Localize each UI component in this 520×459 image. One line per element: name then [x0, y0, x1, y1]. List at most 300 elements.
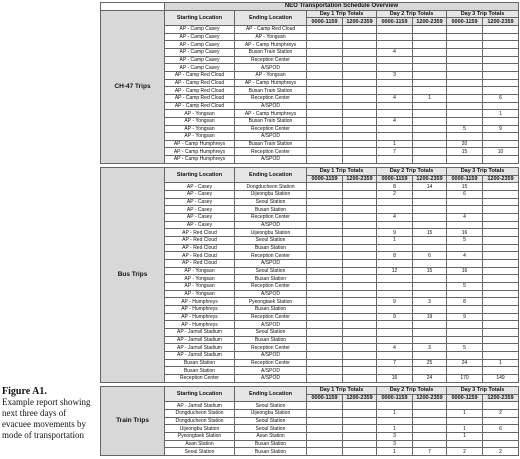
- trip-count-cell: [307, 440, 343, 448]
- trip-count-cell: [343, 148, 377, 156]
- ending-location-cell: A/SPOD: [235, 221, 307, 229]
- starting-location-cell: Uijeongbu Station: [165, 425, 235, 433]
- starting-location-cell: AP - Humphreys: [165, 305, 235, 313]
- trip-count-cell: [483, 41, 519, 49]
- trip-count-cell: [447, 117, 483, 125]
- ending-location-cell: A/SPOD: [235, 290, 307, 298]
- ending-location-cell: Uijeongbu Station: [235, 191, 307, 199]
- starting-location-cell: Busan Station: [165, 367, 235, 375]
- starting-location-cell: AP - Yongsan: [165, 267, 235, 275]
- trip-count-cell: [307, 252, 343, 260]
- trip-count-cell: 4: [377, 214, 413, 222]
- trip-count-cell: [343, 41, 377, 49]
- trip-count-cell: [413, 41, 447, 49]
- ending-location-cell: Busan Train Station: [235, 140, 307, 148]
- ending-location-cell: Reception Center: [235, 125, 307, 133]
- ending-location-cell: Reception Center: [235, 56, 307, 64]
- day3-header: Day 3 Trip Totals: [447, 10, 519, 18]
- ending-location-cell: Busan Station: [235, 244, 307, 252]
- ending-location-cell: Reception Center: [235, 283, 307, 291]
- trip-count-cell: [413, 417, 447, 425]
- trip-count-cell: [307, 374, 343, 382]
- trip-count-cell: [447, 94, 483, 102]
- trip-count-cell: 20: [447, 140, 483, 148]
- trip-count-cell: [413, 148, 447, 156]
- trip-count-cell: [307, 275, 343, 283]
- trip-count-cell: [447, 156, 483, 164]
- time-pm-header: 1200-2359: [483, 394, 519, 402]
- trip-count-cell: [447, 221, 483, 229]
- trip-count-cell: [307, 359, 343, 367]
- trip-count-cell: [483, 133, 519, 141]
- ending-location-cell: Seoul Station: [235, 237, 307, 245]
- time-am-header: 0000-1159: [377, 394, 413, 402]
- starting-location-cell: AP - Yongsan: [165, 283, 235, 291]
- trip-count-cell: [307, 125, 343, 133]
- trip-count-cell: [413, 275, 447, 283]
- trip-count-cell: [413, 79, 447, 87]
- trip-count-cell: [413, 283, 447, 291]
- trip-count-cell: [307, 267, 343, 275]
- ending-location-cell: Seoul Station: [235, 417, 307, 425]
- ending-location-cell: Busan Train Station: [235, 87, 307, 95]
- trip-count-cell: [377, 102, 413, 110]
- trip-count-cell: 6: [483, 425, 519, 433]
- trip-count-cell: 15: [447, 148, 483, 156]
- trip-count-cell: [413, 87, 447, 95]
- trip-count-cell: [343, 432, 377, 440]
- trip-count-cell: [343, 79, 377, 87]
- trip-count-cell: [447, 206, 483, 214]
- trip-count-cell: [483, 260, 519, 268]
- trip-count-cell: [413, 402, 447, 410]
- trip-count-cell: [413, 440, 447, 448]
- table-title: NEO Transportation Schedule Overview: [165, 3, 519, 11]
- starting-location-cell: AP - Casey: [165, 198, 235, 206]
- schedule-table: [100, 2, 519, 456]
- trip-count-cell: 8: [447, 298, 483, 306]
- trip-count-cell: 7: [377, 359, 413, 367]
- trip-count-cell: [483, 402, 519, 410]
- trip-count-cell: [307, 133, 343, 141]
- starting-location-cell: AP - Camp Red Cloud: [165, 79, 235, 87]
- trip-count-cell: [483, 214, 519, 222]
- starting-location-cell: AP - Red Cloud: [165, 260, 235, 268]
- trip-count-cell: [483, 140, 519, 148]
- trip-count-cell: [307, 229, 343, 237]
- trip-count-cell: [377, 56, 413, 64]
- trip-count-cell: [343, 110, 377, 118]
- trip-count-cell: [483, 432, 519, 440]
- header-row: [101, 168, 519, 176]
- ending-location-cell: AP - Yongsan: [235, 33, 307, 41]
- trip-count-cell: [377, 110, 413, 118]
- starting-location-header: Starting Location: [165, 386, 235, 401]
- trip-count-cell: [447, 275, 483, 283]
- day2-header: Day 2 Trip Totals: [377, 386, 447, 394]
- time-am-header: 0000-1159: [307, 18, 343, 26]
- trip-count-cell: [413, 290, 447, 298]
- trip-count-cell: [343, 214, 377, 222]
- trip-count-cell: [413, 102, 447, 110]
- trip-count-cell: [307, 351, 343, 359]
- ending-location-cell: Busan Station: [235, 305, 307, 313]
- trip-count-cell: [413, 260, 447, 268]
- trip-count-cell: [343, 25, 377, 33]
- starting-location-cell: AP - Jamsil Stadium: [165, 336, 235, 344]
- trip-count-cell: [343, 313, 377, 321]
- trip-count-cell: [447, 290, 483, 298]
- trip-count-cell: 8: [377, 183, 413, 191]
- trip-count-cell: 9: [447, 313, 483, 321]
- starting-location-cell: AP - Camp Casey: [165, 64, 235, 72]
- trip-count-cell: 5: [447, 125, 483, 133]
- ending-location-cell: Seoul Station: [235, 198, 307, 206]
- starting-location-cell: Dongducheon Station: [165, 417, 235, 425]
- trip-count-cell: [307, 432, 343, 440]
- trip-count-cell: [413, 110, 447, 118]
- trip-count-cell: [343, 87, 377, 95]
- trip-count-cell: [447, 64, 483, 72]
- ending-location-cell: A/SPOD: [235, 102, 307, 110]
- trip-count-cell: [343, 409, 377, 417]
- trip-count-cell: [343, 102, 377, 110]
- trip-count-cell: [343, 56, 377, 64]
- starting-location-cell: AP - Camp Red Cloud: [165, 102, 235, 110]
- trip-count-cell: [483, 64, 519, 72]
- trip-count-cell: 3: [377, 440, 413, 448]
- trip-count-cell: [307, 290, 343, 298]
- trip-count-cell: 9: [377, 229, 413, 237]
- ending-location-cell: AP - Camp Red Cloud: [235, 25, 307, 33]
- ending-location-cell: Asan Station: [235, 432, 307, 440]
- trip-count-cell: 1: [377, 237, 413, 245]
- trip-count-cell: [447, 244, 483, 252]
- ending-location-cell: A/SPOD: [235, 156, 307, 164]
- time-pm-header: 1200-2359: [413, 18, 447, 26]
- trip-count-cell: [307, 87, 343, 95]
- trip-count-cell: 8: [377, 252, 413, 260]
- starting-location-cell: AP - Casey: [165, 183, 235, 191]
- trip-count-cell: [413, 33, 447, 41]
- trip-count-cell: [377, 260, 413, 268]
- trip-count-cell: [483, 48, 519, 56]
- time-pm-header: 1200-2359: [413, 394, 447, 402]
- starting-location-cell: AP - Camp Red Cloud: [165, 94, 235, 102]
- trip-count-cell: 170: [447, 374, 483, 382]
- trip-count-cell: [307, 41, 343, 49]
- trip-count-cell: [447, 71, 483, 79]
- trip-count-cell: [483, 71, 519, 79]
- ending-location-cell: Reception Center: [235, 252, 307, 260]
- trip-count-cell: [483, 351, 519, 359]
- trip-count-cell: [343, 237, 377, 245]
- trip-count-cell: [413, 56, 447, 64]
- trip-count-cell: [307, 328, 343, 336]
- trip-count-cell: [377, 79, 413, 87]
- trip-count-cell: [447, 133, 483, 141]
- ending-location-cell: Reception Center: [235, 359, 307, 367]
- trip-count-cell: 10: [483, 148, 519, 156]
- trip-count-cell: [343, 336, 377, 344]
- trip-count-cell: [307, 221, 343, 229]
- ending-location-cell: A/SPOD: [235, 64, 307, 72]
- mode-label: Bus Trips: [101, 168, 165, 382]
- trip-count-cell: [483, 283, 519, 291]
- starting-location-cell: AP - Humphreys: [165, 298, 235, 306]
- ending-location-cell: Seoul Station: [235, 328, 307, 336]
- trip-count-cell: [483, 56, 519, 64]
- corner-cell: [101, 3, 165, 11]
- trip-count-cell: [307, 313, 343, 321]
- ending-location-cell: A/SPOD: [235, 260, 307, 268]
- trip-count-cell: [343, 321, 377, 329]
- caption-text: Example report showing next three days of evacuee movements by mode of transportation: [2, 397, 91, 440]
- trip-count-cell: [343, 71, 377, 79]
- trip-count-cell: [413, 367, 447, 375]
- trip-count-cell: [447, 25, 483, 33]
- ending-location-cell: A/SPOD: [235, 374, 307, 382]
- trip-count-cell: [483, 221, 519, 229]
- trip-count-cell: [413, 351, 447, 359]
- starting-location-cell: AP - Humphreys: [165, 321, 235, 329]
- trip-count-cell: [307, 206, 343, 214]
- trip-count-cell: [413, 117, 447, 125]
- trip-count-cell: [413, 206, 447, 214]
- day2-header: Day 2 Trip Totals: [377, 10, 447, 18]
- starting-location-cell: AP - Jamsil Stadium: [165, 351, 235, 359]
- trip-count-cell: [413, 237, 447, 245]
- trip-count-cell: 1: [377, 409, 413, 417]
- starting-location-cell: Asan Station: [165, 440, 235, 448]
- trip-count-cell: [377, 87, 413, 95]
- trip-count-cell: 4: [447, 214, 483, 222]
- trip-count-cell: [483, 33, 519, 41]
- trip-count-cell: [307, 425, 343, 433]
- header-row: [101, 10, 519, 18]
- trip-count-cell: [483, 440, 519, 448]
- starting-location-cell: AP - Camp Casey: [165, 33, 235, 41]
- starting-location-cell: AP - Camp Humphreys: [165, 140, 235, 148]
- trip-count-cell: 15: [413, 229, 447, 237]
- trip-count-cell: [377, 25, 413, 33]
- trip-count-cell: [307, 94, 343, 102]
- trip-count-cell: 4: [447, 252, 483, 260]
- trip-count-cell: [307, 183, 343, 191]
- trip-count-cell: [343, 440, 377, 448]
- trip-count-cell: 1: [447, 409, 483, 417]
- starting-location-cell: AP - Camp Humphreys: [165, 156, 235, 164]
- trip-count-cell: 5: [447, 344, 483, 352]
- trip-count-cell: [377, 402, 413, 410]
- trip-count-cell: [343, 425, 377, 433]
- trip-count-cell: [483, 336, 519, 344]
- ending-location-cell: Reception Center: [235, 94, 307, 102]
- trip-count-cell: [447, 79, 483, 87]
- trip-count-cell: [343, 125, 377, 133]
- time-am-header: 0000-1159: [377, 175, 413, 183]
- trip-count-cell: [447, 336, 483, 344]
- trip-count-cell: [307, 79, 343, 87]
- trip-count-cell: [483, 328, 519, 336]
- ending-location-cell: Seoul Station: [235, 425, 307, 433]
- starting-location-cell: AP - Yongsan: [165, 275, 235, 283]
- ending-location-cell: Seoul Station: [235, 402, 307, 410]
- trip-count-cell: [343, 133, 377, 141]
- time-pm-header: 1200-2359: [343, 175, 377, 183]
- trip-count-cell: 24: [447, 359, 483, 367]
- ending-location-cell: Reception Center: [235, 313, 307, 321]
- starting-location-cell: Reception Center: [165, 374, 235, 382]
- trip-count-cell: [343, 417, 377, 425]
- trip-count-cell: [307, 214, 343, 222]
- day3-header: Day 3 Trip Totals: [447, 168, 519, 176]
- day1-header: Day 1 Trip Totals: [307, 386, 377, 394]
- ending-location-cell: Dongducheon Station: [235, 183, 307, 191]
- ending-location-cell: Uijeongbu Station: [235, 409, 307, 417]
- day3-header: Day 3 Trip Totals: [447, 386, 519, 394]
- trip-count-cell: [307, 321, 343, 329]
- trip-count-cell: 4: [377, 117, 413, 125]
- time-pm-header: 1200-2359: [483, 18, 519, 26]
- trip-count-cell: [343, 117, 377, 125]
- trip-count-cell: 1: [377, 448, 413, 456]
- trip-count-cell: [377, 305, 413, 313]
- ending-location-cell: Reception Center: [235, 344, 307, 352]
- trip-count-cell: [343, 283, 377, 291]
- time-pm-header: 1200-2359: [413, 175, 447, 183]
- starting-location-cell: Pyeongtaek Station: [165, 432, 235, 440]
- title-row: [101, 3, 519, 11]
- ending-location-header: Ending Location: [235, 386, 307, 401]
- trip-count-cell: [307, 71, 343, 79]
- trip-count-cell: [307, 117, 343, 125]
- trip-count-cell: [483, 367, 519, 375]
- trip-count-cell: 15: [447, 183, 483, 191]
- time-am-header: 0000-1159: [447, 175, 483, 183]
- starting-location-cell: AP - Red Cloud: [165, 252, 235, 260]
- trip-count-cell: [483, 87, 519, 95]
- starting-location-header: Starting Location: [165, 168, 235, 183]
- time-am-header: 0000-1159: [377, 18, 413, 26]
- trip-count-cell: 16: [447, 267, 483, 275]
- time-am-header: 0000-1159: [447, 18, 483, 26]
- trip-count-cell: [307, 48, 343, 56]
- trip-count-cell: [307, 305, 343, 313]
- trip-count-cell: [483, 79, 519, 87]
- trip-count-cell: [413, 156, 447, 164]
- trip-count-cell: [307, 102, 343, 110]
- mode-label: Train Trips: [101, 386, 165, 455]
- trip-count-cell: [343, 156, 377, 164]
- trip-count-cell: [307, 283, 343, 291]
- ending-location-cell: AP - Camp Humphreys: [235, 79, 307, 87]
- trip-count-cell: [447, 321, 483, 329]
- trip-count-cell: [343, 328, 377, 336]
- trip-count-cell: [307, 140, 343, 148]
- ending-location-cell: Pyeongtaek Station: [235, 298, 307, 306]
- trip-count-cell: [413, 425, 447, 433]
- ending-location-cell: Busan Station: [235, 275, 307, 283]
- trip-count-cell: 3: [413, 344, 447, 352]
- ending-location-cell: A/SPOD: [235, 367, 307, 375]
- trip-count-cell: [307, 336, 343, 344]
- trip-count-cell: [377, 198, 413, 206]
- trip-count-cell: [307, 191, 343, 199]
- starting-location-cell: AP - Red Cloud: [165, 229, 235, 237]
- trip-count-cell: [447, 351, 483, 359]
- trip-count-cell: [343, 402, 377, 410]
- trip-count-cell: 4: [377, 48, 413, 56]
- trip-count-cell: [377, 321, 413, 329]
- trip-count-cell: 5: [447, 237, 483, 245]
- trip-count-cell: [483, 198, 519, 206]
- trip-count-cell: [377, 367, 413, 375]
- starting-location-cell: AP - Red Cloud: [165, 244, 235, 252]
- trip-count-cell: [483, 313, 519, 321]
- starting-location-cell: AP - Camp Casey: [165, 25, 235, 33]
- trip-count-cell: [377, 64, 413, 72]
- trip-count-cell: [307, 237, 343, 245]
- starting-location-cell: AP - Jamsil Stadium: [165, 328, 235, 336]
- trip-count-cell: [447, 328, 483, 336]
- trip-count-cell: 12: [377, 267, 413, 275]
- trip-count-cell: [343, 198, 377, 206]
- trip-count-cell: [307, 33, 343, 41]
- trip-count-cell: [377, 206, 413, 214]
- trip-count-cell: 16: [447, 229, 483, 237]
- trip-count-cell: [413, 432, 447, 440]
- ending-location-cell: Busan Station: [235, 440, 307, 448]
- trip-count-cell: [483, 344, 519, 352]
- trip-count-cell: [377, 133, 413, 141]
- trip-count-cell: [483, 321, 519, 329]
- trip-count-cell: [483, 244, 519, 252]
- trip-count-cell: [413, 125, 447, 133]
- time-am-header: 0000-1159: [447, 394, 483, 402]
- trip-count-cell: 14: [413, 183, 447, 191]
- trip-count-cell: 19: [413, 313, 447, 321]
- day2-header: Day 2 Trip Totals: [377, 168, 447, 176]
- trip-count-cell: [413, 321, 447, 329]
- trip-count-cell: [343, 191, 377, 199]
- trip-count-cell: [377, 328, 413, 336]
- trip-count-cell: [413, 191, 447, 199]
- trip-count-cell: [343, 94, 377, 102]
- trip-count-cell: [343, 221, 377, 229]
- trip-count-cell: [343, 290, 377, 298]
- trip-count-cell: 3: [377, 71, 413, 79]
- trip-count-cell: [447, 33, 483, 41]
- trip-count-cell: [413, 140, 447, 148]
- trip-count-cell: 1: [377, 425, 413, 433]
- trip-count-cell: 1: [483, 110, 519, 118]
- time-pm-header: 1200-2359: [343, 394, 377, 402]
- trip-count-cell: 5: [447, 283, 483, 291]
- trip-count-cell: [343, 183, 377, 191]
- trip-count-cell: 9: [377, 313, 413, 321]
- trip-count-cell: [483, 267, 519, 275]
- trip-count-cell: 2: [483, 409, 519, 417]
- trip-count-cell: 25: [413, 359, 447, 367]
- trip-count-cell: [483, 191, 519, 199]
- trip-count-cell: [447, 367, 483, 375]
- trip-count-cell: 3: [377, 432, 413, 440]
- time-pm-header: 1200-2359: [483, 175, 519, 183]
- ending-location-header: Ending Location: [235, 168, 307, 183]
- ending-location-cell: Busan Train Station: [235, 48, 307, 56]
- starting-location-cell: AP - Casey: [165, 214, 235, 222]
